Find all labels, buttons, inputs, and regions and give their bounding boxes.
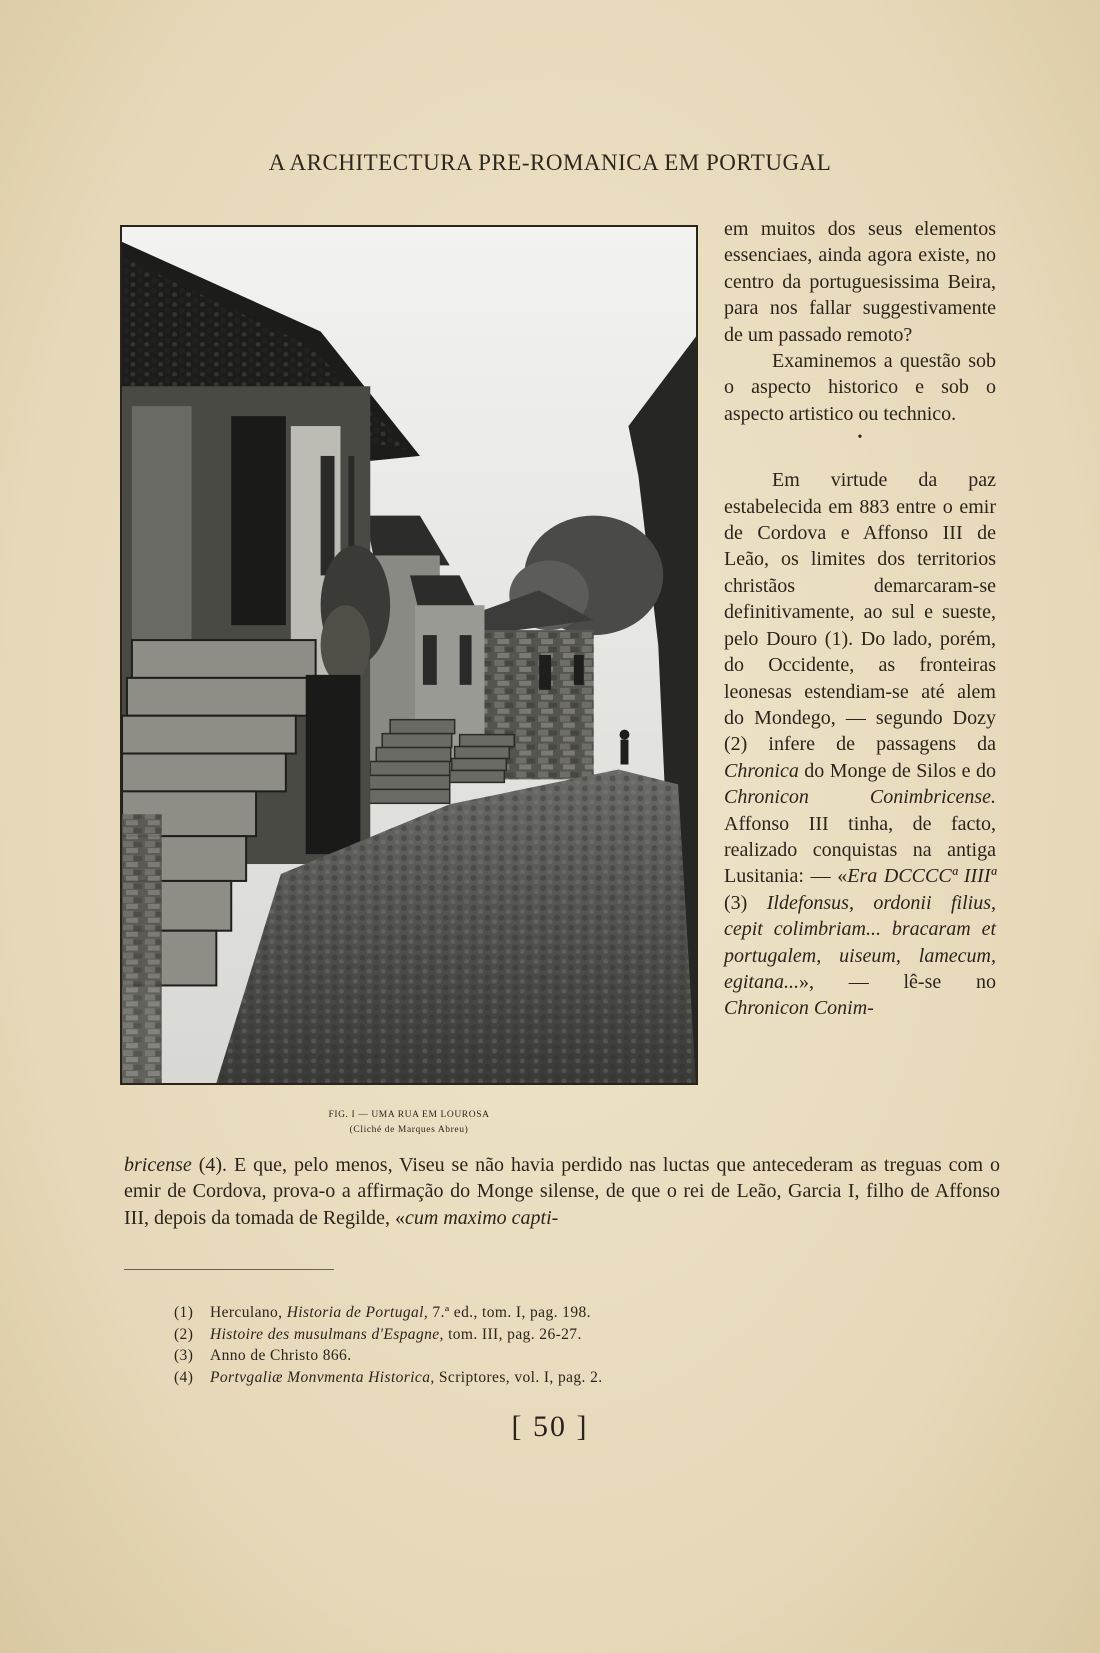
caption-title: FIG. I — UMA RUA EM LOUROSA	[328, 1110, 490, 1120]
footnote-number: (2)	[174, 1325, 194, 1343]
right-column-text	[724, 216, 996, 1022]
footnote-number: (3)	[174, 1347, 194, 1364]
footnote-4	[174, 1367, 874, 1389]
footnote-text: tom. III, pag. 26-27.	[443, 1325, 582, 1343]
p3-text-e: », — lê-se no	[799, 970, 996, 993]
footnote-text: 7.ª ed., tom. I, pag. 198.	[428, 1304, 591, 1321]
p4-text: (4). E que, pelo menos, Viseu se não havia perdido nas luctas que antecederam as treguas com o emir de Cordova, prova-o a affirmação do Monge silense, de que o rei de Leão, Garcia I, filho de Affonso III, depois da tomada de Regilde, «	[124, 1154, 1000, 1229]
section-separator: •	[857, 430, 863, 446]
footnote-text: Anno de Christo 866.	[210, 1347, 352, 1364]
footnote-2	[174, 1324, 874, 1346]
street-photograph	[120, 225, 698, 1085]
footnote-3	[174, 1345, 874, 1367]
footnote-1	[174, 1302, 874, 1324]
p3-italic-conim: Chronicon Conim-	[724, 997, 874, 1020]
p4-italic-capti: cum maximo capti-	[405, 1206, 559, 1229]
footnote-title: Histoire des musulmans d'Espagne,	[210, 1325, 444, 1343]
p3-text-c: Affonso III tinha, de facto, realizado conquistas na antiga Lusitania: — «	[724, 812, 996, 888]
paragraph-2: Examinemos a questão sob o aspecto historico e sob o aspecto artistico ou technico.	[724, 350, 996, 425]
footnotes	[174, 1302, 874, 1388]
figure-caption	[120, 1108, 698, 1138]
p3-text-b: do Monge de Silos e do	[798, 759, 996, 782]
footnote-title: Portvgaliæ Monvmenta Historica,	[210, 1368, 435, 1386]
p4-italic-bricense: bricense	[124, 1154, 192, 1176]
paragraph-4	[124, 1152, 1000, 1231]
photo-illustration	[122, 227, 696, 1083]
footnote-title: Historia de Portugal,	[286, 1304, 429, 1321]
footnote-text: Scriptores, vol. I, pag. 2.	[434, 1368, 603, 1386]
footnote-rule	[124, 1269, 334, 1270]
p3-italic-chronica: Chronica	[724, 759, 799, 782]
p3-italic-chronicon: Chronicon Conimbricense.	[724, 786, 996, 809]
p3-text-d: (3)	[724, 891, 767, 914]
paragraph-1: em muitos dos seus elementos essenciaes, ainda agora existe, no centro da portuguesissima Beira, para nos fallar suggestivamente de um passado remoto?	[724, 218, 996, 346]
footnote-number: (4)	[174, 1368, 194, 1386]
paragraph-3	[724, 467, 996, 1022]
p3-text-a: Em virtude da paz estabelecida em 883 entre o emir de Cordova e Affonso III de Leão, os limites dos territorios christãos demarcaram-se definitivamente, ao sul e sueste, pelo Douro (1). Do lado, porém, do Occidente, as fronteiras leonesas estendiam-se até alem do Mondego, — segundo Dozy (2) infere de passagens da	[724, 469, 996, 756]
page-number: [ 50 ]	[511, 1410, 589, 1443]
full-width-text	[124, 1152, 1000, 1231]
footnote-text: Herculano,	[210, 1304, 287, 1321]
caption-credit: (Cliché de Marques Abreu)	[349, 1125, 469, 1135]
p3-italic-quote: Ildefonsus, ordonii filius, cepit colimbriam... bracaram et portugalem, uiseum, lamecum, egitana...	[724, 891, 996, 993]
running-header: A ARCHITECTURA PRE-ROMANICA EM PORTUGAL	[268, 150, 832, 175]
p3-italic-era: Era DCCCCª IIIIª	[847, 865, 996, 888]
footnote-number: (1)	[174, 1304, 194, 1321]
